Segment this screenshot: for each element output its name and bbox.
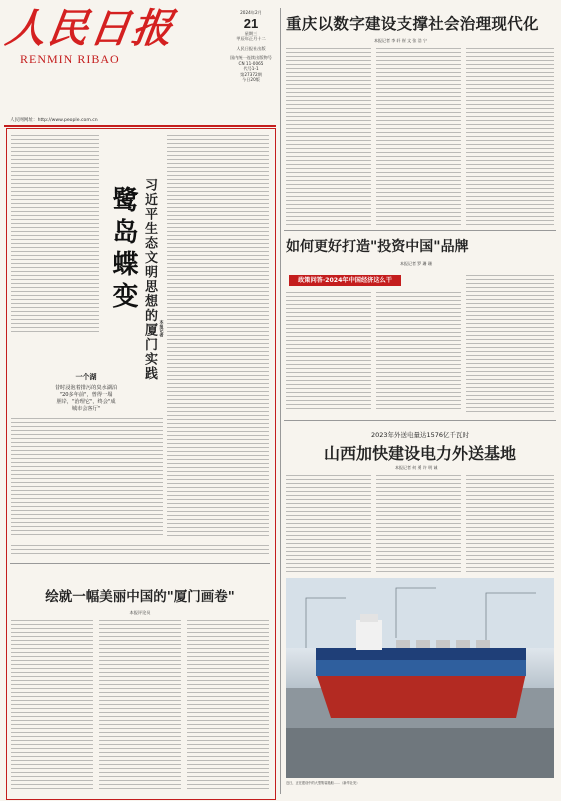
logo-roman: RENMIN RIBAO bbox=[20, 52, 120, 66]
top-headline[interactable]: 重庆以数字建设支撑社会治理现代化 bbox=[286, 15, 539, 33]
date-day: 21 bbox=[243, 15, 259, 31]
lead-article-col bbox=[11, 418, 163, 538]
commentary-col bbox=[187, 620, 269, 792]
commentary-byline: 本报评论员 bbox=[129, 610, 151, 615]
issue-line: CN 11-0065 bbox=[238, 60, 264, 66]
column-divider bbox=[280, 8, 281, 794]
commentary-headline[interactable]: 绘就一幅美丽中国的"厦门画卷" bbox=[45, 589, 235, 605]
lead-article-col bbox=[11, 135, 99, 335]
investment-article-col bbox=[286, 292, 371, 412]
photo-caption: 近日，正在建设中的大型集装箱船……（新华社发） bbox=[286, 781, 360, 785]
inset-text: 昔时浸泡着排污的臭水湖泊 "20多年前"，曾得一塌 胆岸，"治理它"，终会"成 城市会客厅" bbox=[54, 385, 118, 412]
investment-byline: 本报记者 罗 珊 珊 bbox=[400, 261, 432, 266]
shanxi-headline[interactable]: 山西加快建设电力外送基地 bbox=[323, 444, 516, 463]
weekday: 星期三 bbox=[244, 30, 258, 36]
inset-title: 一个湖 bbox=[75, 373, 97, 381]
lead-article-col bbox=[167, 135, 269, 539]
lead-article-footer bbox=[11, 545, 269, 557]
shipyard-photo bbox=[286, 578, 554, 778]
lead-headline[interactable]: 鹭岛蝶变 bbox=[108, 186, 138, 314]
publisher: 人民日报社出版 bbox=[236, 45, 266, 51]
top-article-col bbox=[466, 48, 554, 226]
issue-line: 国内统一连续出版物号 bbox=[230, 55, 272, 60]
lead-byline: 本报记者 bbox=[159, 320, 165, 337]
section-divider bbox=[284, 420, 556, 421]
masthead-rule bbox=[4, 125, 276, 127]
top-article-col bbox=[376, 48, 461, 226]
section-divider bbox=[284, 230, 556, 231]
commentary-col bbox=[11, 620, 93, 792]
commentary-col bbox=[99, 620, 181, 792]
issue-line: 今日20版 bbox=[242, 77, 260, 82]
investment-headline[interactable]: 如何更好打造"投资中国"品牌 bbox=[286, 239, 469, 255]
masthead-logo bbox=[2, 4, 178, 74]
top-article-col bbox=[286, 48, 371, 226]
date-year-month: 2024年2月 bbox=[240, 10, 262, 15]
box-divider bbox=[10, 563, 270, 564]
investment-article-col bbox=[466, 275, 554, 412]
ship-illustration bbox=[286, 578, 554, 778]
lead-subheadline[interactable]: 习近平生态文明思想的厦门实践 bbox=[142, 178, 157, 381]
shanxi-byline: 本报记者 何 勇 许 明 诚 bbox=[395, 465, 438, 470]
top-byline: 本报记者 李 轩 崔 文 张 浩 宁 bbox=[374, 38, 427, 43]
issue-line: 第27372期 bbox=[240, 71, 262, 77]
investment-article-col bbox=[376, 292, 461, 412]
policy-qa-text: 政策问答·2024年中国经济这么干 bbox=[298, 277, 392, 284]
lunar-date: 甲辰年正月十二 bbox=[236, 36, 266, 41]
shanxi-article-col bbox=[286, 475, 371, 573]
shanxi-article-col bbox=[376, 475, 461, 573]
date-block bbox=[222, 10, 280, 83]
logo-text: 人民日报 bbox=[2, 5, 178, 52]
issue-line: 代号1-1 bbox=[243, 66, 259, 71]
shanxi-kicker: 2023年外送电量达1576亿千瓦时 bbox=[370, 431, 470, 439]
shanxi-article-col bbox=[466, 475, 554, 573]
masthead-url[interactable]: 人民网网址：http://www.people.com.cn bbox=[10, 118, 98, 123]
policy-qa-label bbox=[289, 275, 401, 286]
